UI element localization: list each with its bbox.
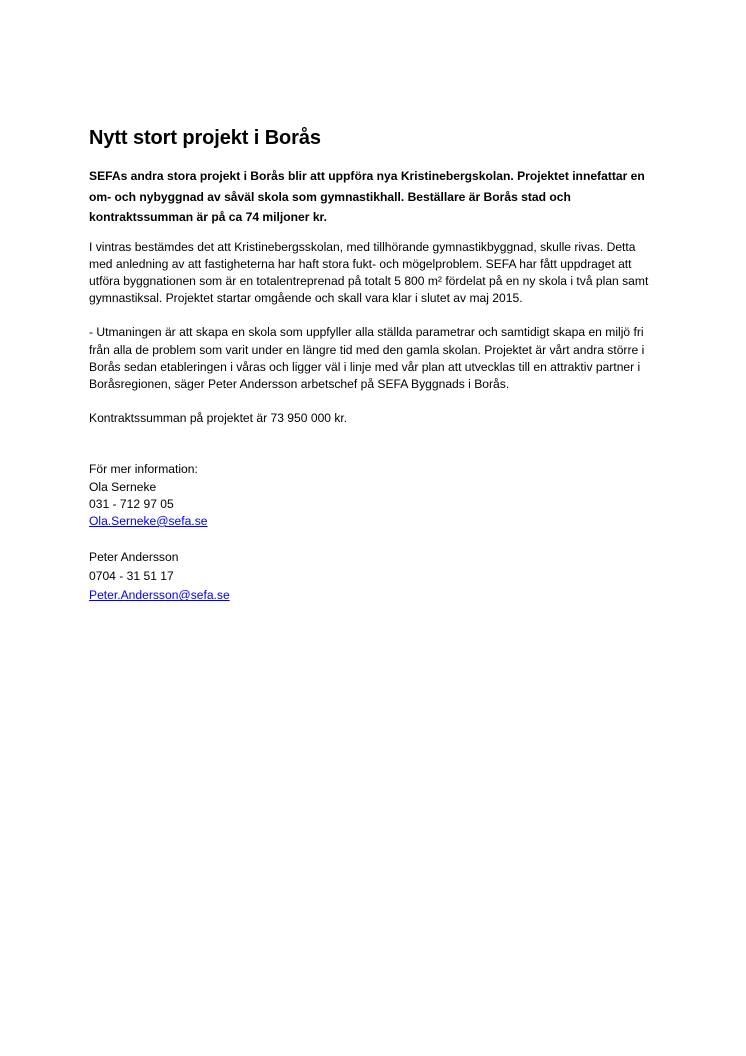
body-paragraph-3: Kontraktssumman på projektet är 73 950 000 kr. <box>89 411 348 426</box>
contact-info-2 <box>89 548 661 606</box>
ingress-paragraph: SEFAs andra stora projekt i Borås blir att uppföra nya Kristinebergskolan. Projektet innefattar en om- och nybyggnad av såväl skola som gymnastikhall. Beställare är Borås stad och kontraktssumman är på ca 74 miljoner kr. <box>89 169 645 224</box>
document-title: Nytt stort projekt i Borås <box>89 127 321 149</box>
body-paragraph-2: - Utmaningen är att skapa en skola som uppfyller alla ställda parametrar och samtidigt skapa en miljö fri från alla de problem som varit under en längre tid med den gamla skolan. Projektet är vårt andra större i Borås sedan etableringen i våras och ligger väl i linje med vår plan att utvecklas till en attraktiv partner i Boråsregionen, säger Peter Andersson arbetschef på SEFA Byggnads i Borås. <box>89 325 645 391</box>
contact-email-line <box>89 513 661 530</box>
contact-phone: 031 - 712 97 05 <box>89 496 174 511</box>
contact-email-link[interactable]: Peter.Andersson@sefa.se <box>89 588 230 603</box>
body-paragraph-1: I vintras bestämdes det att Kristinebergsskolan, med tillhörande gymnastikbyggnad, skulle rivas. Detta med anledning av att fastigheterna har haft stora fukt- och mögelproblem. SEFA har fått uppdraget att utföra byggnationen som är en totalentreprenad på totalt 5 800 m² fördelat på en ny skola i två plan samt gymnastiksal. Projektet startar omgående och skall vara klar i slutet av maj 2015. <box>89 239 649 306</box>
contact-name: Ola Serneke <box>89 479 157 494</box>
contact-info-1 <box>89 461 661 530</box>
contact-phone: 0704 - 31 51 17 <box>89 569 174 584</box>
contact-email-line <box>89 586 661 605</box>
contact-name: Peter Andersson <box>89 550 179 565</box>
document-body <box>89 124 661 606</box>
contact-email-link[interactable]: Ola.Serneke@sefa.se <box>89 513 208 528</box>
contact-heading: För mer information: <box>89 462 198 477</box>
